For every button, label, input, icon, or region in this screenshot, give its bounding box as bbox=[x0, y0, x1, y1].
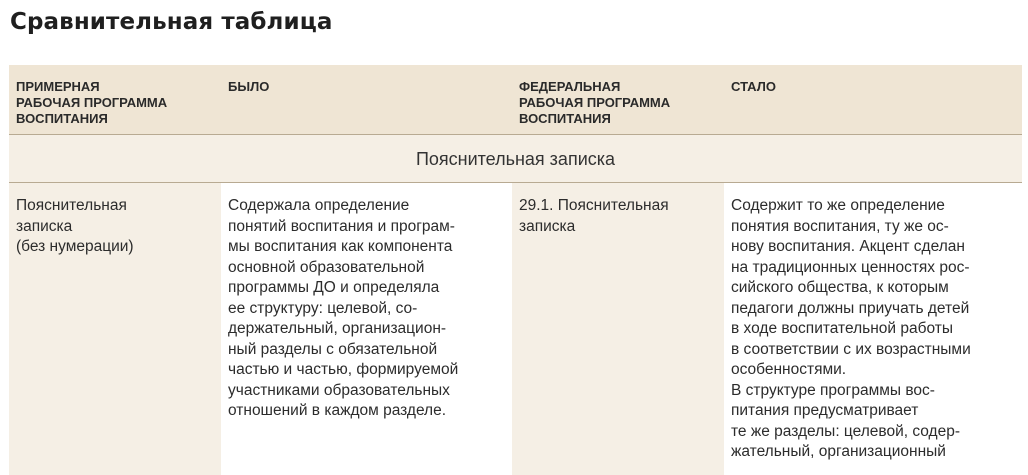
cell-approximate-program: Пояснительная записка (без нумерации) bbox=[16, 197, 134, 255]
table-header bbox=[9, 65, 1022, 135]
page-title: Сравнительная таблица bbox=[10, 9, 333, 35]
cell-federal-program: 29.1. Пояснительная записка bbox=[519, 197, 669, 235]
header-cell-federal-program: ФЕДЕРАЛЬНАЯ РАБОЧАЯ ПРОГРАММА ВОСПИТАНИЯ bbox=[519, 79, 671, 126]
header-cell-became: СТАЛО bbox=[731, 79, 776, 94]
header-cell-was: БЫЛО bbox=[228, 79, 270, 94]
header-cell-approximate-program: ПРИМЕРНАЯ РАБОЧАЯ ПРОГРАММА ВОСПИТАНИЯ bbox=[16, 79, 168, 126]
table-row bbox=[9, 183, 1022, 475]
comparison-table bbox=[9, 65, 1022, 475]
section-row bbox=[9, 135, 1022, 183]
section-title: Пояснительная записка bbox=[415, 149, 616, 169]
cell-became: Содержит то же определение понятия воспитания, ту же ос- нову воспитания. Акцент сделан на традиционных ценностях рос- сийского общества, к которым педагоги должны приучать детей в ходе воспитательной работы в соответствии с их возрастными особенностями. В структуре программы вос- питания предусматривает те же разделы: целевой, содер- жательный, организационный bbox=[731, 197, 971, 460]
cell-was: Содержала определение понятий воспитания и програм- мы воспитания как компонента основной образовательной программы ДО и определяла ее структуру: целевой, со- держательный, организацион- ный разделы с обязательной частью и частью, формируемой участниками образовательных отношений в каждом разделе. bbox=[228, 197, 459, 419]
